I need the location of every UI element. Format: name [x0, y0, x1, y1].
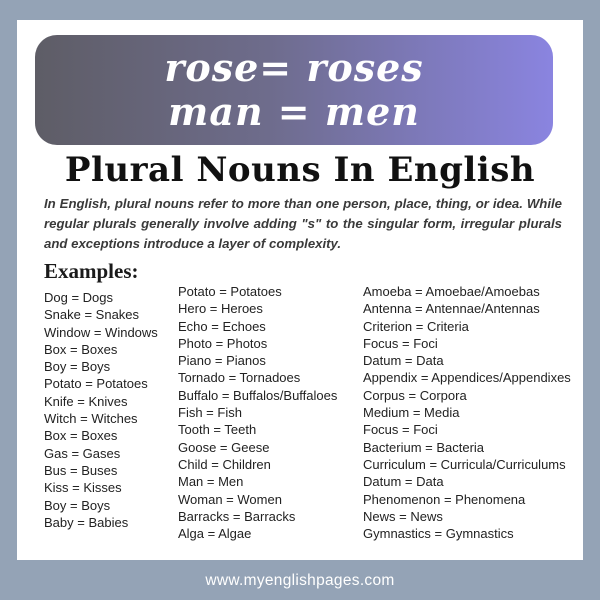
banner-line-1: rose= roses: [164, 45, 424, 90]
page-title: Plural Nouns In English: [64, 150, 536, 190]
example-item: Focus = Foci: [363, 335, 438, 351]
example-item: Medium = Media: [363, 405, 460, 421]
example-item: Knife = Knives: [44, 393, 128, 409]
example-item: Snake = Snakes: [44, 307, 140, 323]
example-item: Datum = Data: [363, 353, 444, 369]
intro-paragraph: In English, plural nouns refer to more than one person, place, thing, or idea. While regular plurals generally involve adding "s" to the singular form, irregular plurals and exceptions introduce a layer of complexity.: [44, 196, 562, 251]
example-item: Appendix = Appendices/Appendixes: [363, 370, 571, 386]
example-item: Curriculum = Curricula/Curriculums: [363, 456, 566, 472]
examples-heading: Examples:: [44, 259, 139, 283]
banner-line-2: man = men: [168, 89, 420, 134]
example-item: Tornado = Tornadoes: [178, 370, 301, 386]
example-item: Corpus = Corpora: [363, 387, 467, 403]
example-item: Echo = Echoes: [178, 318, 266, 334]
example-banner: [35, 35, 553, 145]
example-item: Potato = Potatoes: [178, 284, 282, 299]
example-item: Goose = Geese: [178, 439, 270, 455]
example-item: Hero = Heroes: [178, 301, 263, 317]
example-item: Child = Children: [178, 456, 271, 472]
example-item: Witch = Witches: [44, 411, 138, 427]
example-item: Boy = Boys: [44, 359, 111, 375]
example-item: Focus = Foci: [363, 422, 438, 438]
example-item: Woman = Women: [178, 491, 282, 507]
example-item: Antenna = Antennae/Antennas: [363, 301, 540, 317]
example-item: Kiss = Kisses: [44, 480, 122, 496]
example-item: Bus = Buses: [44, 462, 118, 478]
example-item: Tooth = Teeth: [178, 422, 257, 438]
example-item: Piano = Pianos: [178, 353, 266, 369]
example-item: News = News: [363, 508, 443, 524]
example-item: Photo = Photos: [178, 335, 268, 351]
example-item: Box = Boxes: [44, 428, 118, 444]
example-item: Gas = Gases: [44, 445, 121, 461]
example-item: Fish = Fish: [178, 405, 242, 421]
example-item: Datum = Data: [363, 474, 444, 490]
example-item: Gymnastics = Gymnastics: [363, 526, 514, 542]
examples-column-2: [178, 283, 337, 542]
example-item: Man = Men: [178, 474, 244, 490]
example-item: Window = Windows: [44, 324, 158, 340]
example-item: Dog = Dogs: [44, 290, 114, 305]
example-item: Alga = Algae: [178, 526, 252, 542]
example-item: Buffalo = Buffalos/Buffaloes: [178, 387, 338, 403]
examples-column-3: [363, 283, 571, 542]
footer-url[interactable]: www.myenglishpages.com: [0, 562, 600, 600]
example-item: Baby = Babies: [44, 514, 129, 530]
example-item: Potato = Potatoes: [44, 376, 148, 392]
example-item: Barracks = Barracks: [178, 508, 296, 524]
example-item: Boy = Boys: [44, 497, 111, 513]
example-item: Amoeba = Amoebae/Amoebas: [363, 284, 540, 299]
example-item: Box = Boxes: [44, 341, 118, 357]
example-item: Bacterium = Bacteria: [363, 439, 485, 455]
example-item: Criterion = Criteria: [363, 318, 469, 334]
examples-column-1: [44, 289, 158, 531]
example-item: Phenomenon = Phenomena: [363, 491, 526, 507]
